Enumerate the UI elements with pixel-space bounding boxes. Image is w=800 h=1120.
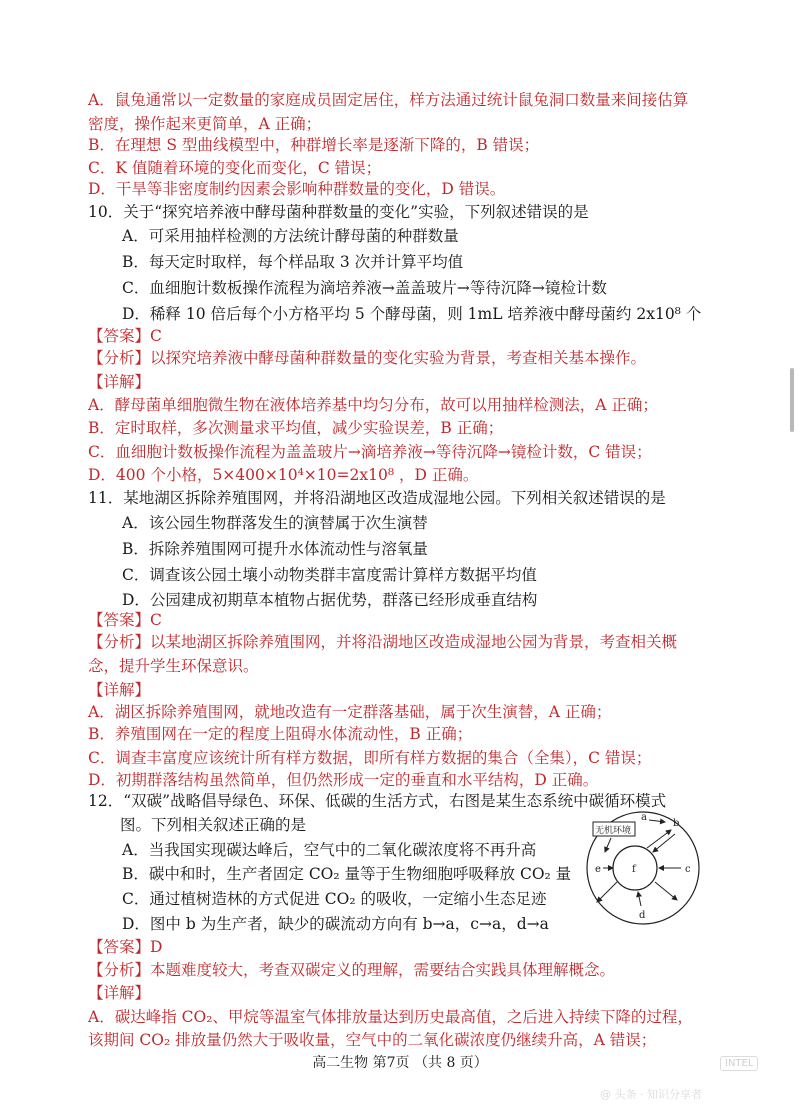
text-line: 密度，操作起来更简单，A 正确； bbox=[88, 115, 322, 133]
text-line: A．碳达峰指 CO₂、甲烷等温室气体排放量达到历史最高值，之后进入持续下降的过程， bbox=[88, 1008, 693, 1026]
watermark-text: @ 头条 · 知识分享者 bbox=[600, 1088, 702, 1101]
text-line: B．定时取样，多次测量求平均值，减少实验误差，B 正确； bbox=[88, 419, 504, 437]
text-line: 【详解】 bbox=[88, 984, 151, 1002]
text-line: 【分析】本题难度较大，考查双碳定义的理解，需要结合实践具体理解概念。 bbox=[88, 961, 616, 979]
text-line: 12．“双碳”战略倡导绿色、环保、低碳的生活方式，右图是某生态系统中碳循环模式 bbox=[88, 792, 667, 810]
carbon-cycle-diagram bbox=[575, 808, 711, 928]
diagram-label-c: c bbox=[685, 864, 691, 875]
diagram-label-e: e bbox=[595, 864, 601, 875]
text-line: 【详解】 bbox=[88, 681, 151, 699]
text-line: D．稀释 10 倍后每个小方格平均 5 个酵母菌，则 1mL 培养液中酵母菌约 2x10⁸ 个 bbox=[122, 305, 702, 323]
text-line: B．每天定时取样，每个样品取 3 次并计算平均值 bbox=[122, 253, 464, 271]
text-line: B．养殖围网在一定的程度上阻碍水体流动性，B 正确； bbox=[88, 725, 473, 743]
text-line: D．干旱等非密度制约因素会影响种群数量的变化，D 错误。 bbox=[88, 180, 506, 198]
text-line: 【答案】C bbox=[88, 611, 162, 629]
text-line: 【分析】以探究培养液中酵母菌种群数量的变化实验为背景，考查相关基本操作。 bbox=[88, 349, 647, 367]
text-line: C．调查该公园土壤小动物类群丰富度需计算样方数据平均值 bbox=[122, 566, 537, 584]
text-line: A．可采用抽样检测的方法统计酵母菌的种群数量 bbox=[122, 227, 459, 245]
scrollbar[interactable] bbox=[790, 368, 794, 432]
text-line: 10．关于“探究培养液中酵母菌种群数量的变化”实验，下列叙述错误的是 bbox=[88, 203, 589, 221]
text-line: A．该公园生物群落发生的演替属于次生演替 bbox=[122, 514, 428, 532]
text-line: C．通过植树造林的方式促进 CO₂ 的吸收，一定缩小生态足迹 bbox=[122, 890, 547, 908]
text-line: A．酵母菌单细胞微生物在液体培养基中均匀分布，故可以用抽样检测法，A 正确； bbox=[88, 396, 658, 414]
diagram-label-f: f bbox=[632, 864, 636, 875]
text-line: A．湖区拆除养殖围网，就地改造有一定群落基础，属于次生演替，A 正确； bbox=[88, 703, 612, 721]
text-line: B．拆除养殖围网可提升水体流动性与溶氧量 bbox=[122, 540, 428, 558]
text-line: 【详解】 bbox=[88, 373, 151, 391]
text-line: 该期间 CO₂ 排放量仍然大于吸收量，空气中的二氧化碳浓度仍继续升高，A 错误； bbox=[88, 1031, 657, 1049]
text-line: C．血细胞计数板操作流程为盖盖玻片→滴培养液→等待沉降→镜检计数，C 错误； bbox=[88, 443, 652, 461]
text-line: A．鼠兔通常以一定数量的家庭成员固定居住，样方法通过统计鼠兔洞口数量来间接估算 bbox=[88, 91, 689, 109]
diagram-label-a: a bbox=[641, 812, 647, 823]
text-line: B．在理想 S 型曲线模型中，种群增长率是逐渐下降的，B 错误； bbox=[88, 136, 540, 154]
watermark-badge: INTEL bbox=[720, 1056, 758, 1071]
text-line: 【答案】C bbox=[88, 327, 162, 345]
text-line: B．碳中和时，生产者固定 CO₂ 量等于生物细胞呼吸释放 CO₂ 量 bbox=[122, 865, 572, 883]
text-line: C．调查丰富度应该统计所有样方数据，即所有样方数据的集合（全集），C 错误； bbox=[88, 749, 652, 767]
text-line: 【分析】以某地湖区拆除养殖围网，并将沿湖地区改造成湿地公园为背景，考查相关概 bbox=[88, 633, 678, 651]
text-line: 【答案】D bbox=[88, 938, 163, 956]
text-line: 念，提升学生环保意识。 bbox=[88, 657, 259, 675]
text-line: D．公园建成初期草本植物占据优势，群落已经形成垂直结构 bbox=[122, 591, 538, 609]
diagram-center-label: 无机环境 bbox=[595, 826, 632, 836]
text-line: C．血细胞计数板操作流程为滴培养液→盖盖玻片→等待沉降→镜检计数 bbox=[122, 279, 607, 297]
page-footer: 高二生物 第7页 （共 8 页） bbox=[312, 1055, 488, 1071]
diagram-label-d: d bbox=[639, 910, 646, 921]
diagram-label-b: b bbox=[673, 818, 680, 829]
text-line: A．当我国实现碳达峰后，空气中的二氧化碳浓度将不再升高 bbox=[122, 841, 537, 859]
text-line: 图。下列相关叙述正确的是 bbox=[120, 816, 307, 834]
text-line: D．初期群落结构虽然简单，但仍然形成一定的垂直和水平结构，D 正确。 bbox=[88, 771, 599, 789]
text-line: D．图中 b 为生产者，缺少的碳流动方向有 b→a，c→a，d→a bbox=[122, 915, 549, 933]
text-line: 11．某地湖区拆除养殖围网，并将沿湖地区改造成湿地公园。下列相关叙述错误的是 bbox=[88, 489, 666, 507]
text-line: D．400 个小格，5×400×10⁴×10=2x10⁸ ，D 正确。 bbox=[88, 466, 479, 484]
text-line: C．K 值随着环境的变化而变化，C 错误； bbox=[88, 159, 382, 177]
